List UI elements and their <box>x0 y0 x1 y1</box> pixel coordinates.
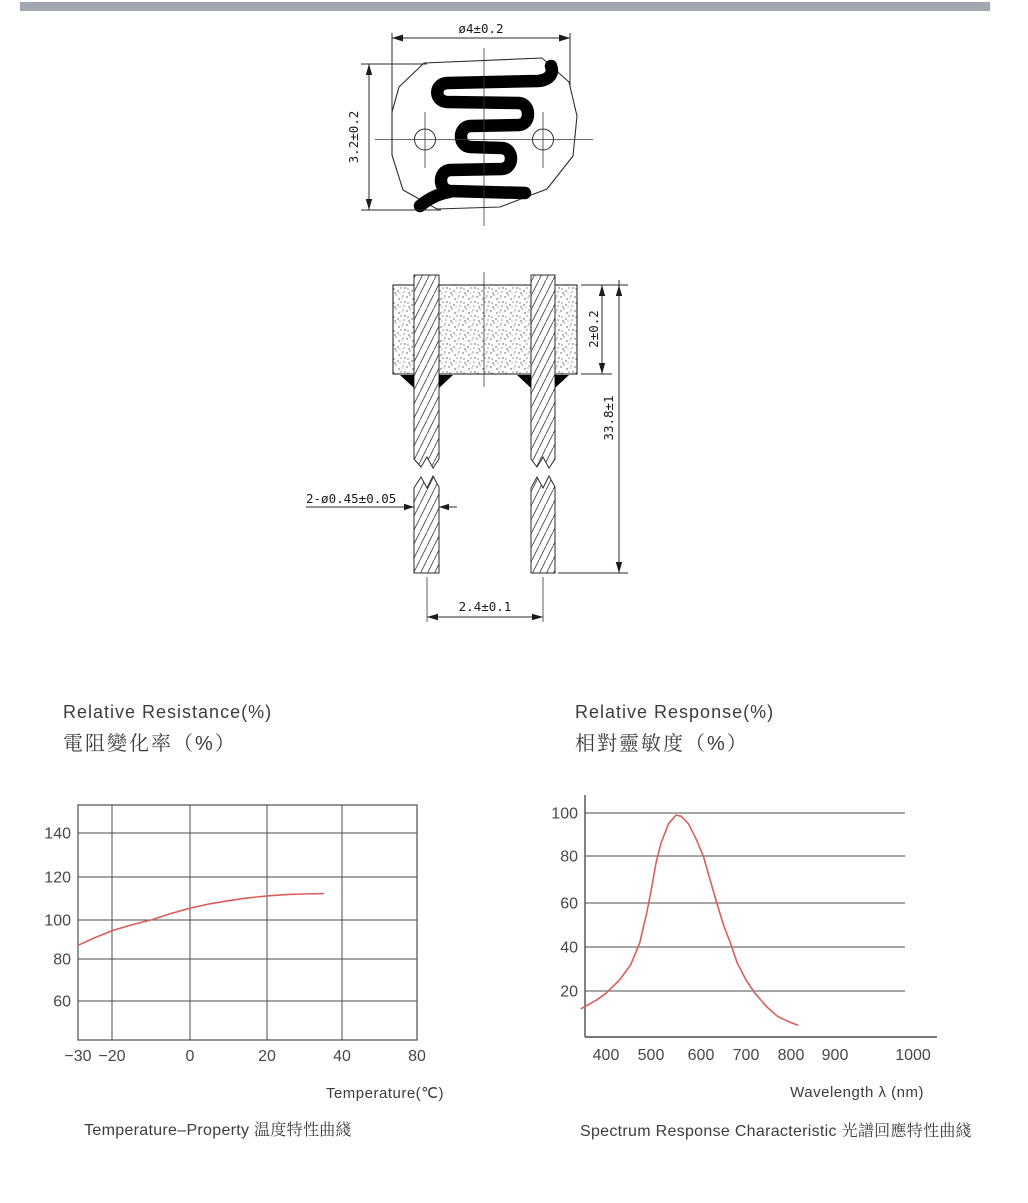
dim-label-diameter: ø4±0.2 <box>458 21 504 36</box>
y-tick-label: 60 <box>53 993 71 1011</box>
top-view-drawing <box>346 21 593 226</box>
x-tick-label: −20 <box>98 1048 126 1065</box>
y-tick-label: 100 <box>551 805 578 823</box>
spectrum-response-chart <box>540 785 980 1085</box>
arrowhead-icon <box>599 363 605 374</box>
arrowhead-icon <box>392 35 403 42</box>
chart-frame <box>78 805 417 1040</box>
x-tick-label: 700 <box>732 1047 760 1064</box>
y-tick-label: 60 <box>560 895 578 913</box>
dim-label-lead-diameter: 2-ø0.45±0.05 <box>306 491 397 506</box>
spectral-response-curve <box>581 815 797 1025</box>
spectrum-chart-title-en: Relative Response(%) <box>575 702 775 722</box>
x-tick-label: 0 <box>185 1048 195 1065</box>
y-tick-label: 100 <box>44 912 71 930</box>
dim-label-total-length: 33.8±1 <box>601 395 616 441</box>
temperature-property-chart <box>40 785 460 1085</box>
lead-left-upper <box>414 275 439 468</box>
arrowhead-icon <box>616 285 622 296</box>
resistance-curve <box>78 894 323 946</box>
lead-left-lower <box>414 476 439 573</box>
dim-label-height: 3.2±0.2 <box>346 110 361 164</box>
temperature-x-axis-label: Temperature(℃) <box>325 1085 444 1102</box>
side-view-drawing <box>306 272 628 622</box>
x-tick-label: 900 <box>821 1047 849 1064</box>
arrowhead-icon <box>532 614 543 620</box>
x-tick-label: 600 <box>687 1047 715 1064</box>
y-tick-label: 80 <box>560 848 578 866</box>
dim-label-body-thickness: 2±0.2 <box>586 310 601 348</box>
spectrum-chart-title-zh: 相對靈敏度（%） <box>575 733 749 755</box>
arrowhead-icon <box>366 64 372 75</box>
x-tick-label: 400 <box>592 1047 620 1064</box>
y-tick-label: 80 <box>53 951 71 969</box>
x-tick-label: −30 <box>64 1048 92 1065</box>
x-tick-label: 500 <box>637 1047 665 1064</box>
x-tick-label: 80 <box>408 1048 426 1065</box>
arrowhead-icon <box>439 504 449 510</box>
lead-right-upper <box>531 275 555 468</box>
arrowhead-icon <box>599 285 605 296</box>
spectrum-x-axis-label: Wavelength λ (nm) <box>790 1084 924 1101</box>
temperature-chart-title-en: Relative Resistance(%) <box>63 702 273 722</box>
x-tick-label: 40 <box>333 1048 351 1065</box>
y-tick-label: 120 <box>44 869 71 887</box>
temperature-chart-title-zh: 電阻變化率（%） <box>63 733 237 755</box>
y-tick-label: 40 <box>560 939 578 957</box>
lead-right-lower <box>531 476 555 573</box>
solder-fillet <box>400 375 414 388</box>
spectrum-chart-caption: Spectrum Response Characteristic 光譜回應特性曲綫 <box>580 1123 972 1140</box>
solder-fillet <box>439 375 453 388</box>
x-tick-label: 800 <box>777 1047 805 1064</box>
temperature-chart-caption: Temperature–Property 温度特性曲綫 <box>84 1122 352 1139</box>
x-tick-label: 1000 <box>895 1047 931 1064</box>
solder-fillet <box>517 375 531 388</box>
y-tick-label: 140 <box>44 825 71 843</box>
arrowhead-icon <box>366 199 372 210</box>
x-tick-label: 20 <box>258 1048 276 1065</box>
spectrum-chart-title <box>575 702 774 756</box>
arrowhead-icon <box>616 562 622 573</box>
solder-fillet <box>555 375 569 388</box>
arrowhead-icon <box>427 614 438 620</box>
dim-label-lead-pitch: 2.4±0.1 <box>458 599 512 614</box>
temperature-chart-title <box>63 702 272 756</box>
y-tick-label: 20 <box>560 983 578 1001</box>
arrowhead-icon <box>559 35 570 42</box>
arrowhead-icon <box>404 504 414 510</box>
